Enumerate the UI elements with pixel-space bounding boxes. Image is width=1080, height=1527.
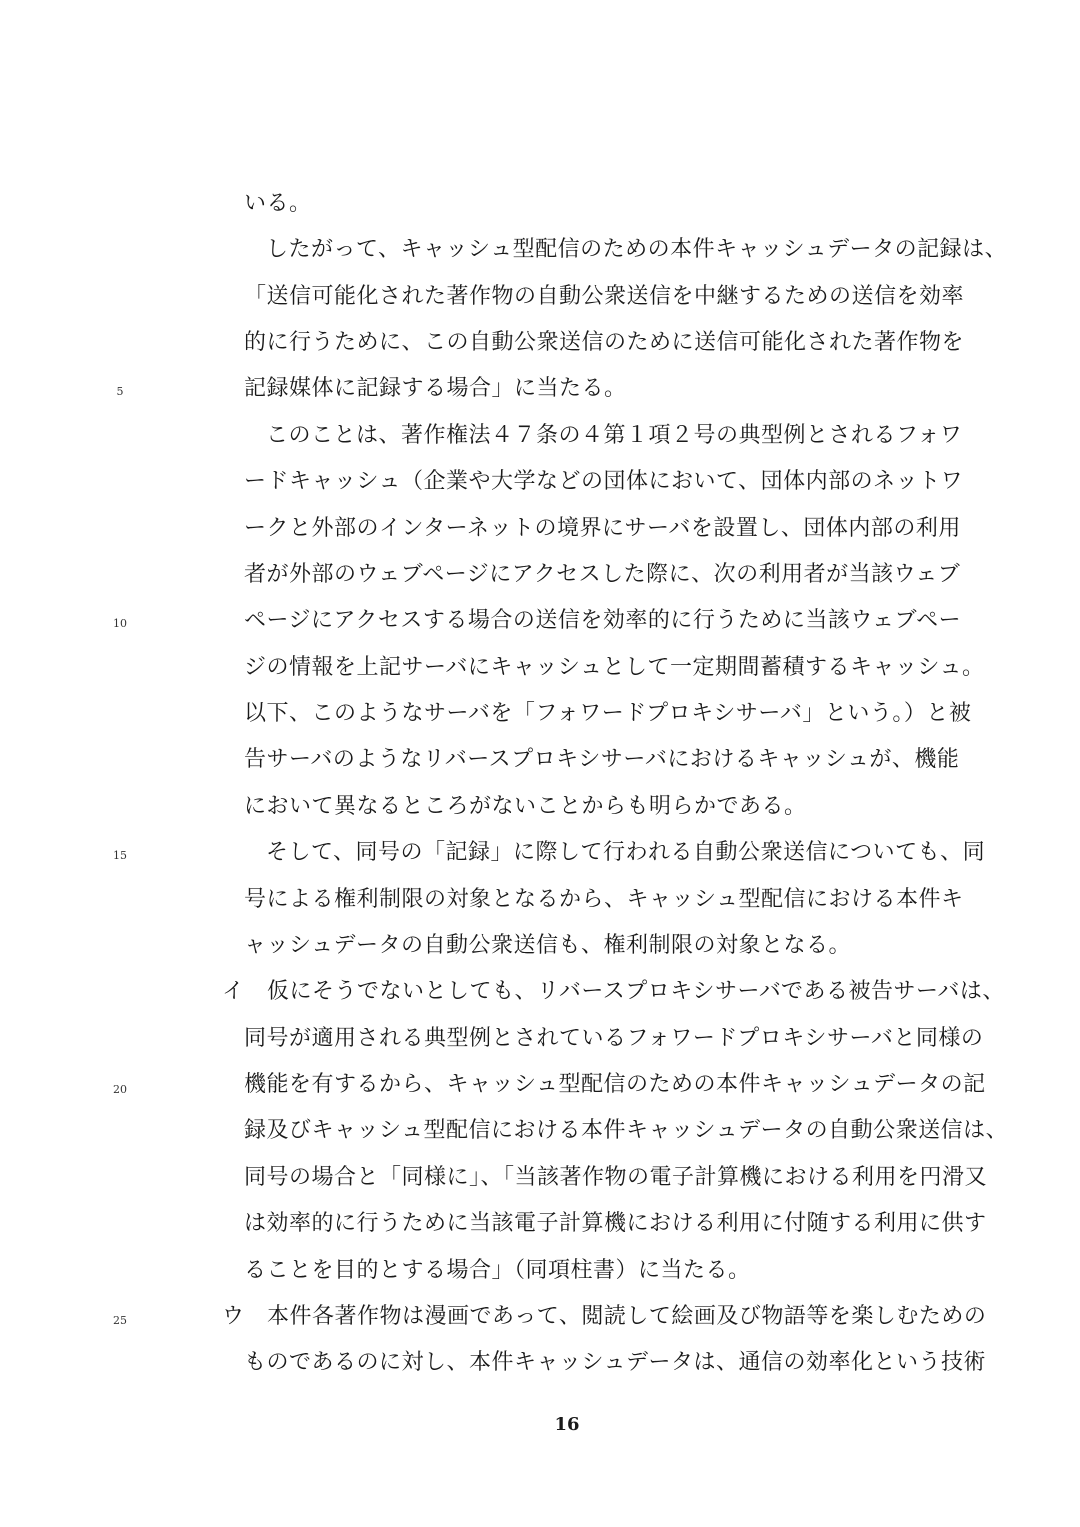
text-line: イ 仮にそうでないとしても、リバースプロキシサーバである被告サーバは、 bbox=[222, 979, 1005, 1004]
text-line: 号による権利制限の対象となるから、キャッシュ型配信における本件キ bbox=[244, 887, 964, 912]
text-line: は効率的に行うために当該電子計算機における利用に付随する利用に供す bbox=[244, 1211, 987, 1236]
line-number: 5 bbox=[116, 385, 124, 398]
text-line: ャッシュデータの自動公衆送信も、権利制限の対象となる。 bbox=[244, 933, 852, 958]
text-line: 的に行うために、この自動公衆送信のために送信可能化された著作物を bbox=[244, 330, 965, 355]
text-line: 記録媒体に記録する場合」に当たる。 bbox=[244, 376, 627, 401]
line-number: 25 bbox=[113, 1314, 127, 1327]
text-line: ジの情報を上記サーバにキャッシュとして一定期間蓄積するキャッシュ。 bbox=[244, 655, 985, 680]
text-line: ページにアクセスする場合の送信を効率的に行うために当該ウェブペー bbox=[244, 608, 962, 633]
text-line: したがって、キャッシュ型配信のための本件キャッシュデータの記録は、 bbox=[266, 237, 1008, 262]
text-line: において異なるところがないことからも明らかである。 bbox=[244, 794, 807, 819]
text-line: ードキャッシュ（企業や大学などの団体において、団体内部のネットワ bbox=[244, 469, 964, 494]
text-line: 告サーバのようなリバースプロキシサーバにおけるキャッシュが、機能 bbox=[244, 747, 960, 772]
line-number: 15 bbox=[113, 849, 127, 862]
text-line: 者が外部のウェブページにアクセスした際に、次の利用者が当該ウェブ bbox=[244, 562, 961, 587]
text-line: このことは、著作権法４７条の４第１項２号の典型例とされるフォワ bbox=[266, 423, 963, 448]
text-line: 録及びキャッシュ型配信における本件キャッシュデータの自動公衆送信は、 bbox=[244, 1118, 1009, 1143]
text-line: そして、同号の「記録」に際して行われる自動公衆送信についても、同 bbox=[266, 840, 986, 865]
line-number: 20 bbox=[113, 1083, 127, 1096]
line-number: 10 bbox=[113, 617, 127, 630]
text-line: ることを目的とする場合」（同項柱書）に当たる。 bbox=[244, 1258, 751, 1283]
text-line: ウ 本件各著作物は漫画であって、閲読して絵画及び物語等を楽しむための bbox=[222, 1304, 987, 1329]
text-line: 「送信可能化された著作物の自動公衆送信を中継するための送信を効率 bbox=[244, 284, 965, 309]
text-line: いる。 bbox=[244, 191, 312, 216]
text-line: 機能を有するから、キャッシュ型配信のための本件キャッシュデータの記 bbox=[244, 1072, 986, 1097]
text-line: 同号が適用される典型例とされているフォワードプロキシサーバと同様の bbox=[244, 1026, 984, 1051]
text-line: ものであるのに対し、本件キャッシュデータは、通信の効率化という技術 bbox=[244, 1350, 987, 1375]
text-line: ークと外部のインターネットの境界にサーバを設置し、団体内部の利用 bbox=[244, 516, 961, 541]
page-number: 16 bbox=[554, 1414, 580, 1435]
text-line: 以下、このようなサーバを「フォワードプロキシサーバ」という。）と被 bbox=[244, 701, 972, 726]
text-line: 同号の場合と「同様に」、「当該著作物の電子計算機における利用を円滑又 bbox=[244, 1165, 988, 1190]
